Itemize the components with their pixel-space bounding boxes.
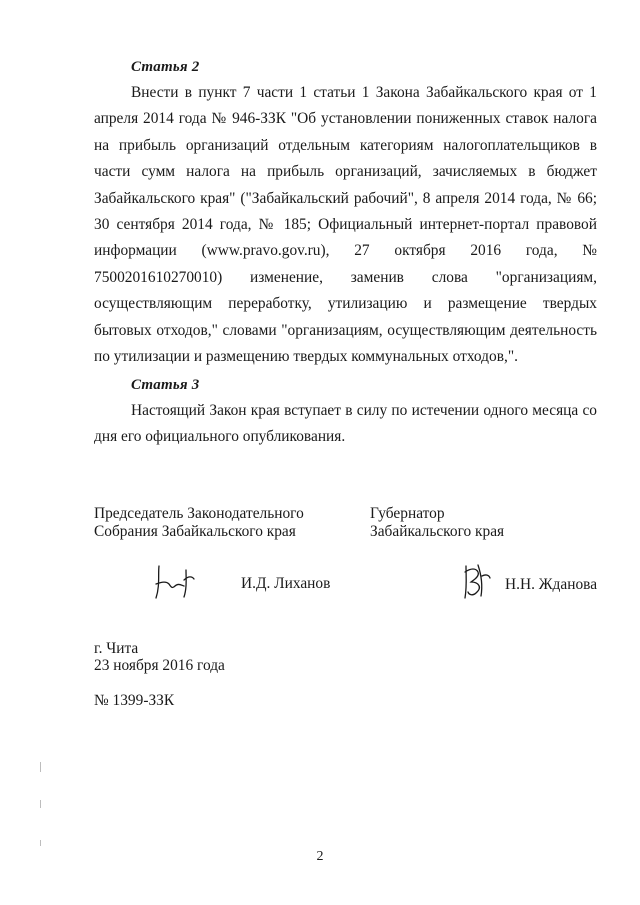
- scan-speck: [40, 762, 41, 772]
- article-2-text: Внести в пункт 7 части 1 статьи 1 Закона Забайкальского края от 1 апреля 2014 года № 946-ЗЗК "Об установлении пониженных ставок налога на прибыль организаций отдельным категориям налогоплательщиков в части сумм налога на прибыль организаций, зачисляемых в бюджет Забайкальского края" ("Забайкальский рабочий", 8 апреля 2014 года, № 66; 30 сентября 2014 года, № 185; Официальный интернет-портал правовой информации (www.pravo.gov.ru), 27 октября 2016 года, № 7500201610270010) изменение, заменив слова "организациям, осуществляющим переработку, утилизацию и размещение твердых бытовых отходов," словами "организациям, осуществляющим деятельность по утилизации и размещению твердых коммунальных отходов,".: [94, 84, 597, 366]
- right-signatory-name: Н.Н. Жданова: [505, 576, 598, 593]
- left-signatory-title-line2: Собрания Забайкальского края: [94, 523, 296, 540]
- article-2-heading: Статья 2: [131, 59, 200, 75]
- left-signatory-title-line1: Председатель Законодательного: [94, 505, 304, 522]
- scan-speck: [40, 840, 41, 846]
- law-number: № 1399-ЗЗК: [94, 692, 175, 709]
- article-3-heading: Статья 3: [131, 377, 200, 393]
- article-3-text: Настоящий Закон края вступает в силу по истечении одного месяца со дня его официального опубликования.: [94, 402, 597, 446]
- left-signatory-name: И.Д. Лиханов: [241, 575, 331, 592]
- right-signatory-title-line1: Губернатор: [370, 505, 445, 522]
- place: г. Чита: [94, 640, 139, 657]
- left-handwritten-signature: [150, 562, 200, 604]
- page-number: 2: [316, 849, 324, 864]
- right-signatory-title-line2: Забайкальского края: [370, 523, 505, 540]
- date: 23 ноября 2016 года: [94, 657, 225, 674]
- right-handwritten-signature: [458, 560, 498, 602]
- scan-speck: [40, 800, 41, 808]
